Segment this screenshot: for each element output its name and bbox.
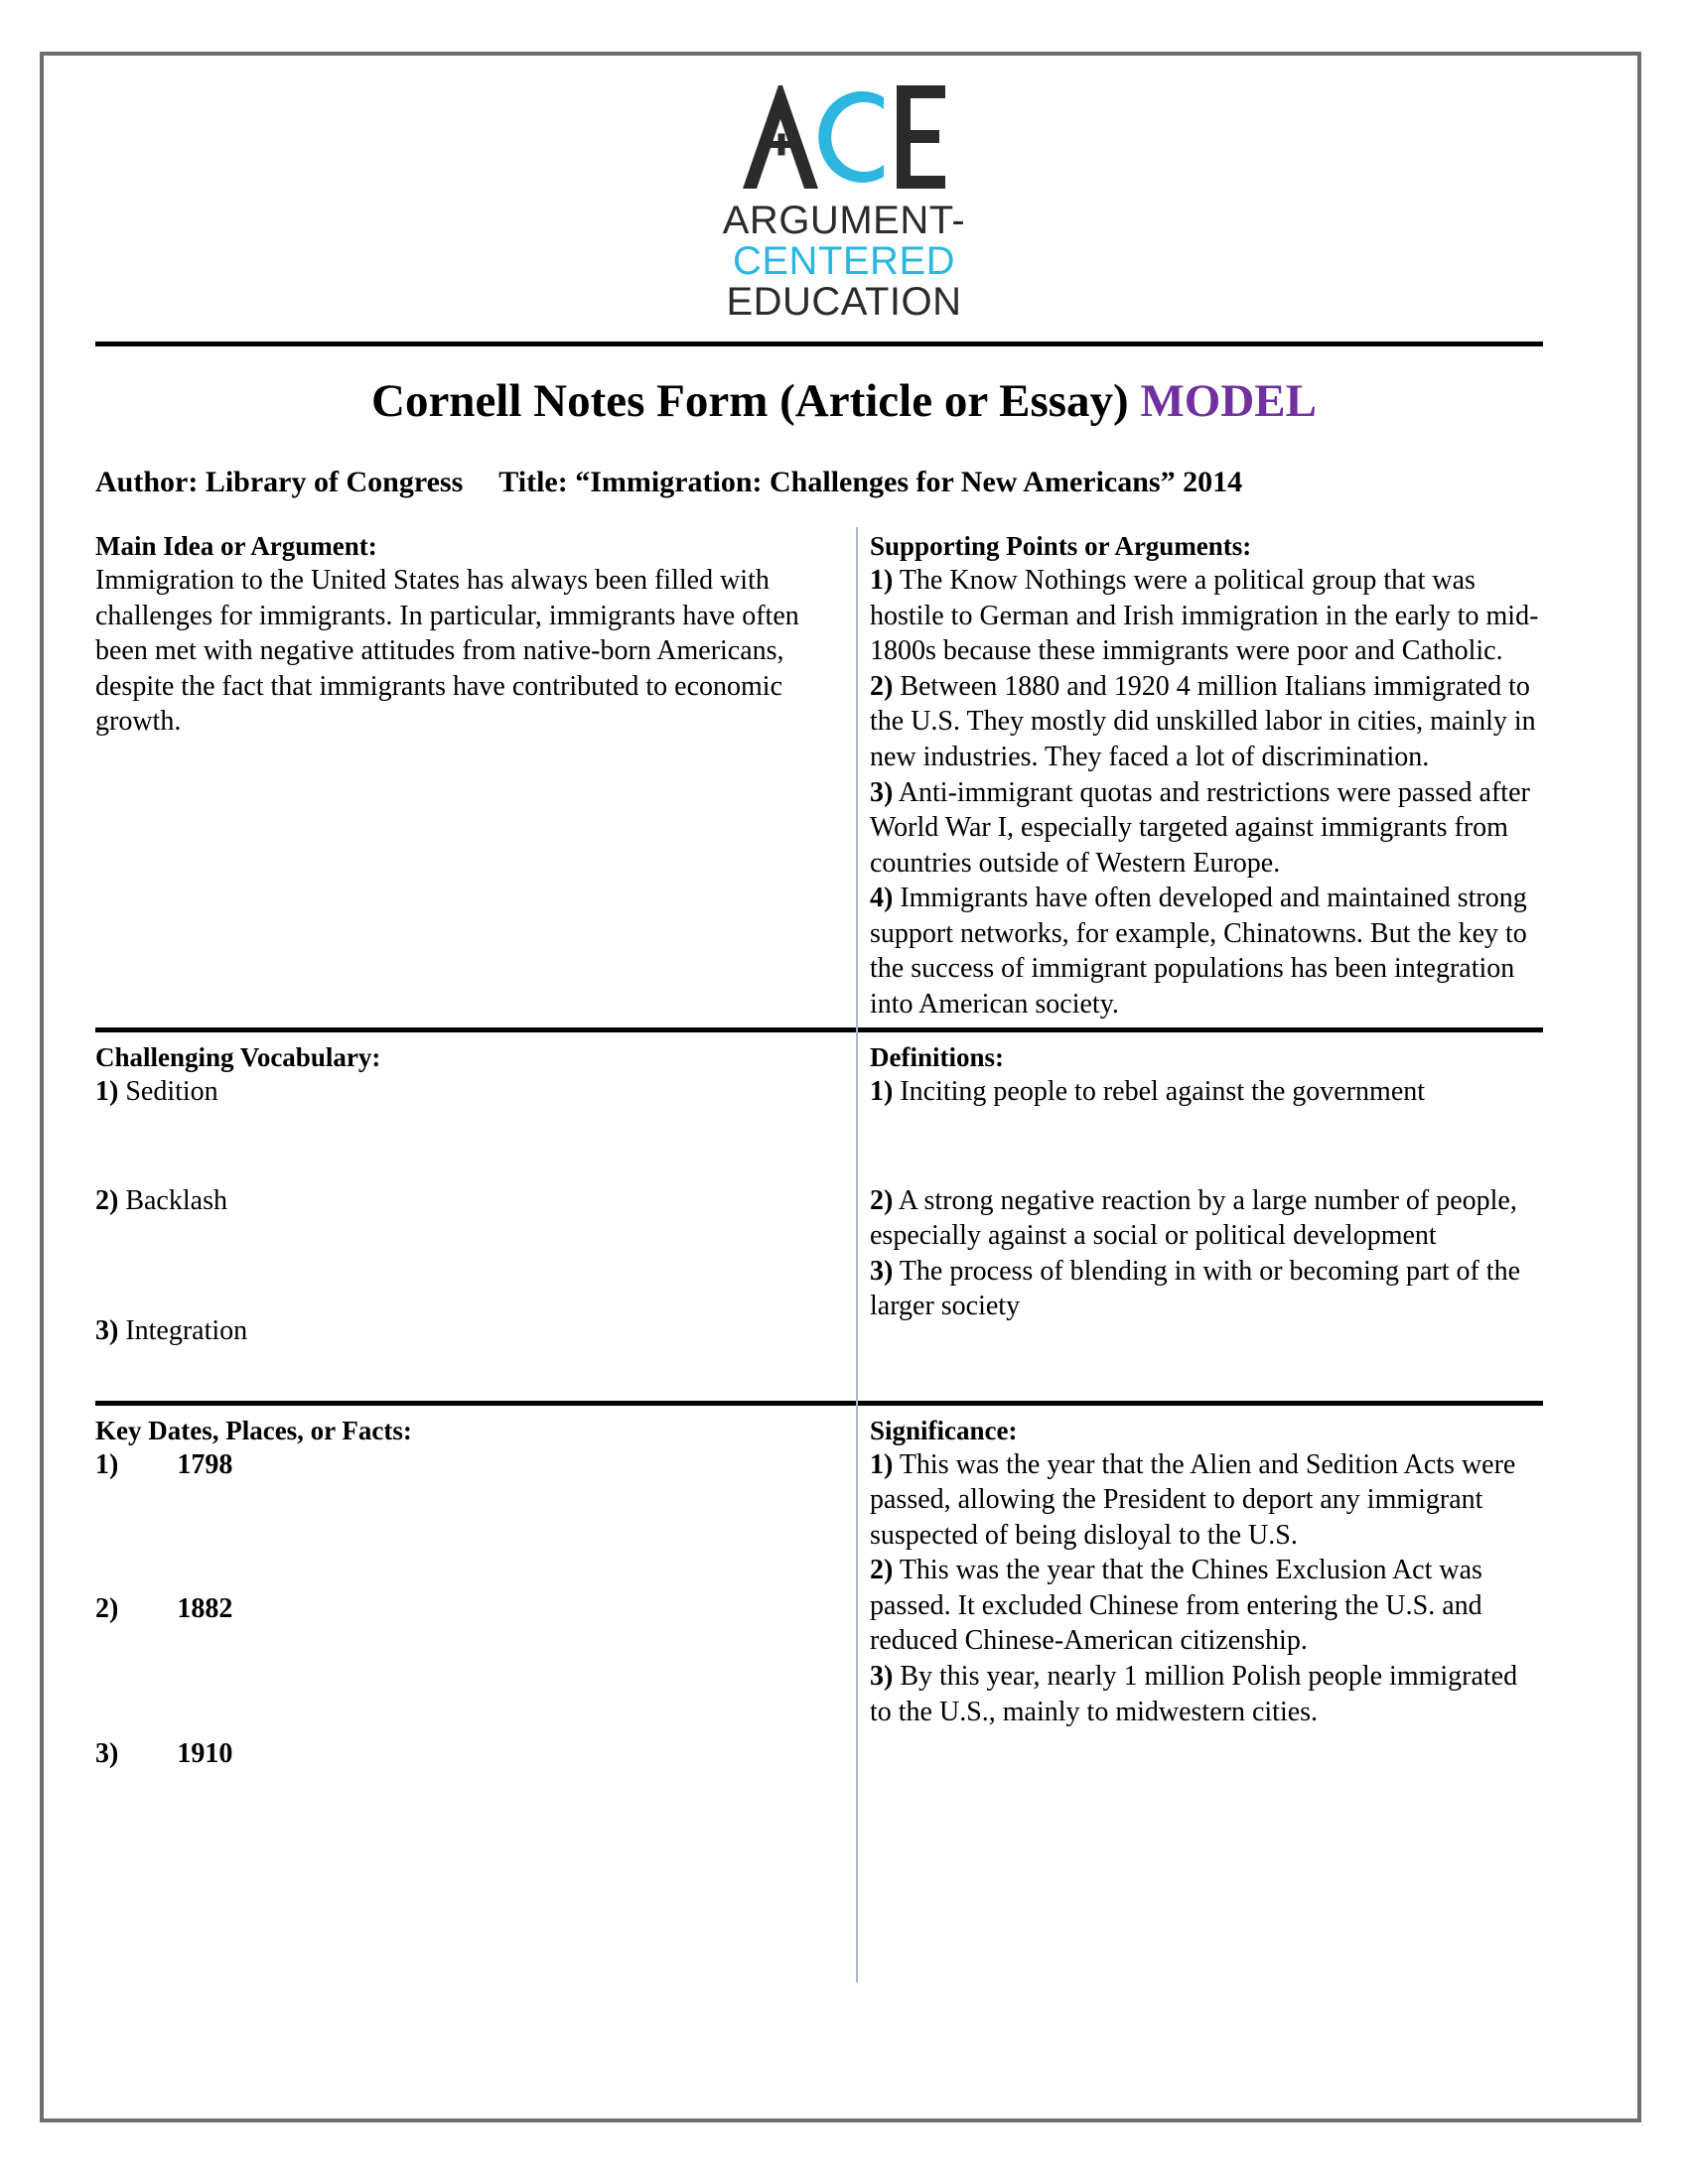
supporting-point-item xyxy=(870,563,1543,669)
byline-title: Title: “Immigration: Challenges for New Americans” 2014 xyxy=(498,466,1243,499)
supporting-point-text: Anti-immigrant quotas and restrictions were passed after World War I, especially targeted against immigrants from countries outside of Western Europe. xyxy=(870,776,1530,879)
section-main-idea xyxy=(95,521,1543,1027)
supporting-point-number: 1) xyxy=(870,565,894,597)
significance-column xyxy=(852,1412,1543,1772)
supporting-points-column xyxy=(852,527,1543,1022)
header-divider xyxy=(95,341,1543,346)
page-title-main: Cornell Notes Form (Article or Essay) xyxy=(371,375,1129,428)
vocabulary-term-text: Integration xyxy=(125,1315,248,1347)
key-date-item xyxy=(95,1447,832,1483)
key-date-value: 1798 xyxy=(177,1448,233,1480)
key-date-item xyxy=(95,1591,832,1627)
definition-text: A strong negative reaction by a large number of people, especially against a social or political development xyxy=(870,1184,1517,1252)
spacer xyxy=(95,1110,832,1183)
key-date-value: 1910 xyxy=(177,1737,233,1769)
vocabulary-term-number: 1) xyxy=(95,1076,119,1108)
key-date-number: 3) xyxy=(95,1737,119,1769)
significance-number: 3) xyxy=(870,1661,894,1692)
significance-number: 2) xyxy=(870,1555,894,1586)
spacer xyxy=(95,1627,832,1736)
vocabulary-column xyxy=(95,1038,852,1395)
byline-author: Author: Library of Congress xyxy=(95,466,464,499)
spacer xyxy=(95,1482,832,1591)
page-title xyxy=(95,374,1593,428)
supporting-point-number: 4) xyxy=(870,883,894,914)
definitions-column xyxy=(852,1038,1543,1395)
ace-logo-tagline xyxy=(723,201,966,322)
main-idea-body: Immigration to the United States has always been filled with challenges for immigrants. In particular, immigrants have often been met with negative attitudes from native-born Americans, despite the fact that immigrants have contributed to economic growth. xyxy=(95,565,799,738)
vocabulary-heading: Challenging Vocabulary: xyxy=(95,1042,381,1073)
vocabulary-term-text: Backlash xyxy=(125,1184,227,1216)
tagline-line-3: EDUCATION xyxy=(726,279,962,324)
supporting-point-item xyxy=(870,881,1543,1022)
key-date-number: 2) xyxy=(95,1593,119,1625)
tagline-line-2: CENTERED xyxy=(732,238,956,283)
vocabulary-term-text: Sedition xyxy=(125,1076,218,1108)
section-vocabulary xyxy=(95,1032,1543,1401)
vocabulary-term-number: 2) xyxy=(95,1184,119,1216)
definition-number: 1) xyxy=(870,1076,894,1108)
supporting-point-text: The Know Nothings were a political group that was hostile to German and Irish immigration in the early to mid-1800s because these immigrants were poor and Catholic. xyxy=(870,565,1539,667)
definitions-heading: Definitions: xyxy=(870,1042,1004,1073)
definition-item xyxy=(870,1074,1543,1110)
byline xyxy=(95,466,1593,499)
significance-item xyxy=(870,1447,1543,1554)
significance-item xyxy=(870,1553,1543,1659)
key-date-value: 1882 xyxy=(177,1593,233,1625)
ace-logo xyxy=(95,56,1593,322)
definition-number: 2) xyxy=(870,1184,894,1216)
page-title-model-badge: MODEL xyxy=(1140,375,1317,428)
ace-logo-mark-icon xyxy=(735,77,953,197)
tagline-line-1: ARGUMENT- xyxy=(722,199,966,242)
significance-text: This was the year that the Alien and Sedition Acts were passed, allowing the President to deport any immigrant suspected of being disloyal to the U.S. xyxy=(870,1448,1516,1551)
vocabulary-term-number: 3) xyxy=(95,1315,119,1347)
definition-text: Inciting people to rebel against the government xyxy=(900,1076,1426,1108)
definition-text: The process of blending in with or becoming part of the larger society xyxy=(870,1255,1521,1322)
key-dates-heading: Key Dates, Places, or Facts: xyxy=(95,1415,412,1445)
cornell-notes-grid xyxy=(95,521,1543,1777)
vocabulary-term xyxy=(95,1183,832,1219)
definition-number: 3) xyxy=(870,1255,894,1287)
vocabulary-term xyxy=(95,1313,832,1349)
supporting-point-item xyxy=(870,775,1543,882)
supporting-point-number: 3) xyxy=(870,776,894,808)
supporting-point-text: Immigrants have often developed and maintained strong support networks, for example, Chinatowns. But the key to the success of immigrant populations has been integration into American society. xyxy=(870,883,1527,1020)
spacer xyxy=(870,1110,1543,1183)
definition-item xyxy=(870,1254,1543,1324)
significance-text: By this year, nearly 1 million Polish people immigrated to the U.S., mainly to midwestern cities. xyxy=(870,1661,1518,1727)
page-content xyxy=(95,56,1593,2118)
spacer xyxy=(95,1218,832,1313)
key-dates-column xyxy=(95,1412,852,1772)
supporting-points-heading: Supporting Points or Arguments: xyxy=(870,531,1252,562)
supporting-point-number: 2) xyxy=(870,670,894,702)
main-idea-column xyxy=(95,527,852,1022)
section-key-dates xyxy=(95,1406,1543,1778)
spacer xyxy=(95,1349,832,1395)
document-page-frame xyxy=(40,52,1641,2122)
main-idea-heading: Main Idea or Argument: xyxy=(95,531,377,562)
definition-item xyxy=(870,1183,1543,1254)
supporting-point-item xyxy=(870,669,1543,775)
key-date-item xyxy=(95,1736,832,1772)
key-date-number: 1) xyxy=(95,1448,119,1480)
significance-heading: Significance: xyxy=(870,1415,1018,1445)
significance-text: This was the year that the Chines Exclusion Act was passed. It excluded Chinese from entering the U.S. and reduced Chinese-American citizenship. xyxy=(870,1555,1482,1657)
significance-number: 1) xyxy=(870,1448,894,1480)
supporting-point-text: Between 1880 and 1920 4 million Italians immigrated to the U.S. They mostly did unskilled labor in cities, mainly in new industries. They faced a lot of discrimination. xyxy=(870,670,1536,772)
significance-item xyxy=(870,1659,1543,1729)
vocabulary-term xyxy=(95,1074,832,1110)
